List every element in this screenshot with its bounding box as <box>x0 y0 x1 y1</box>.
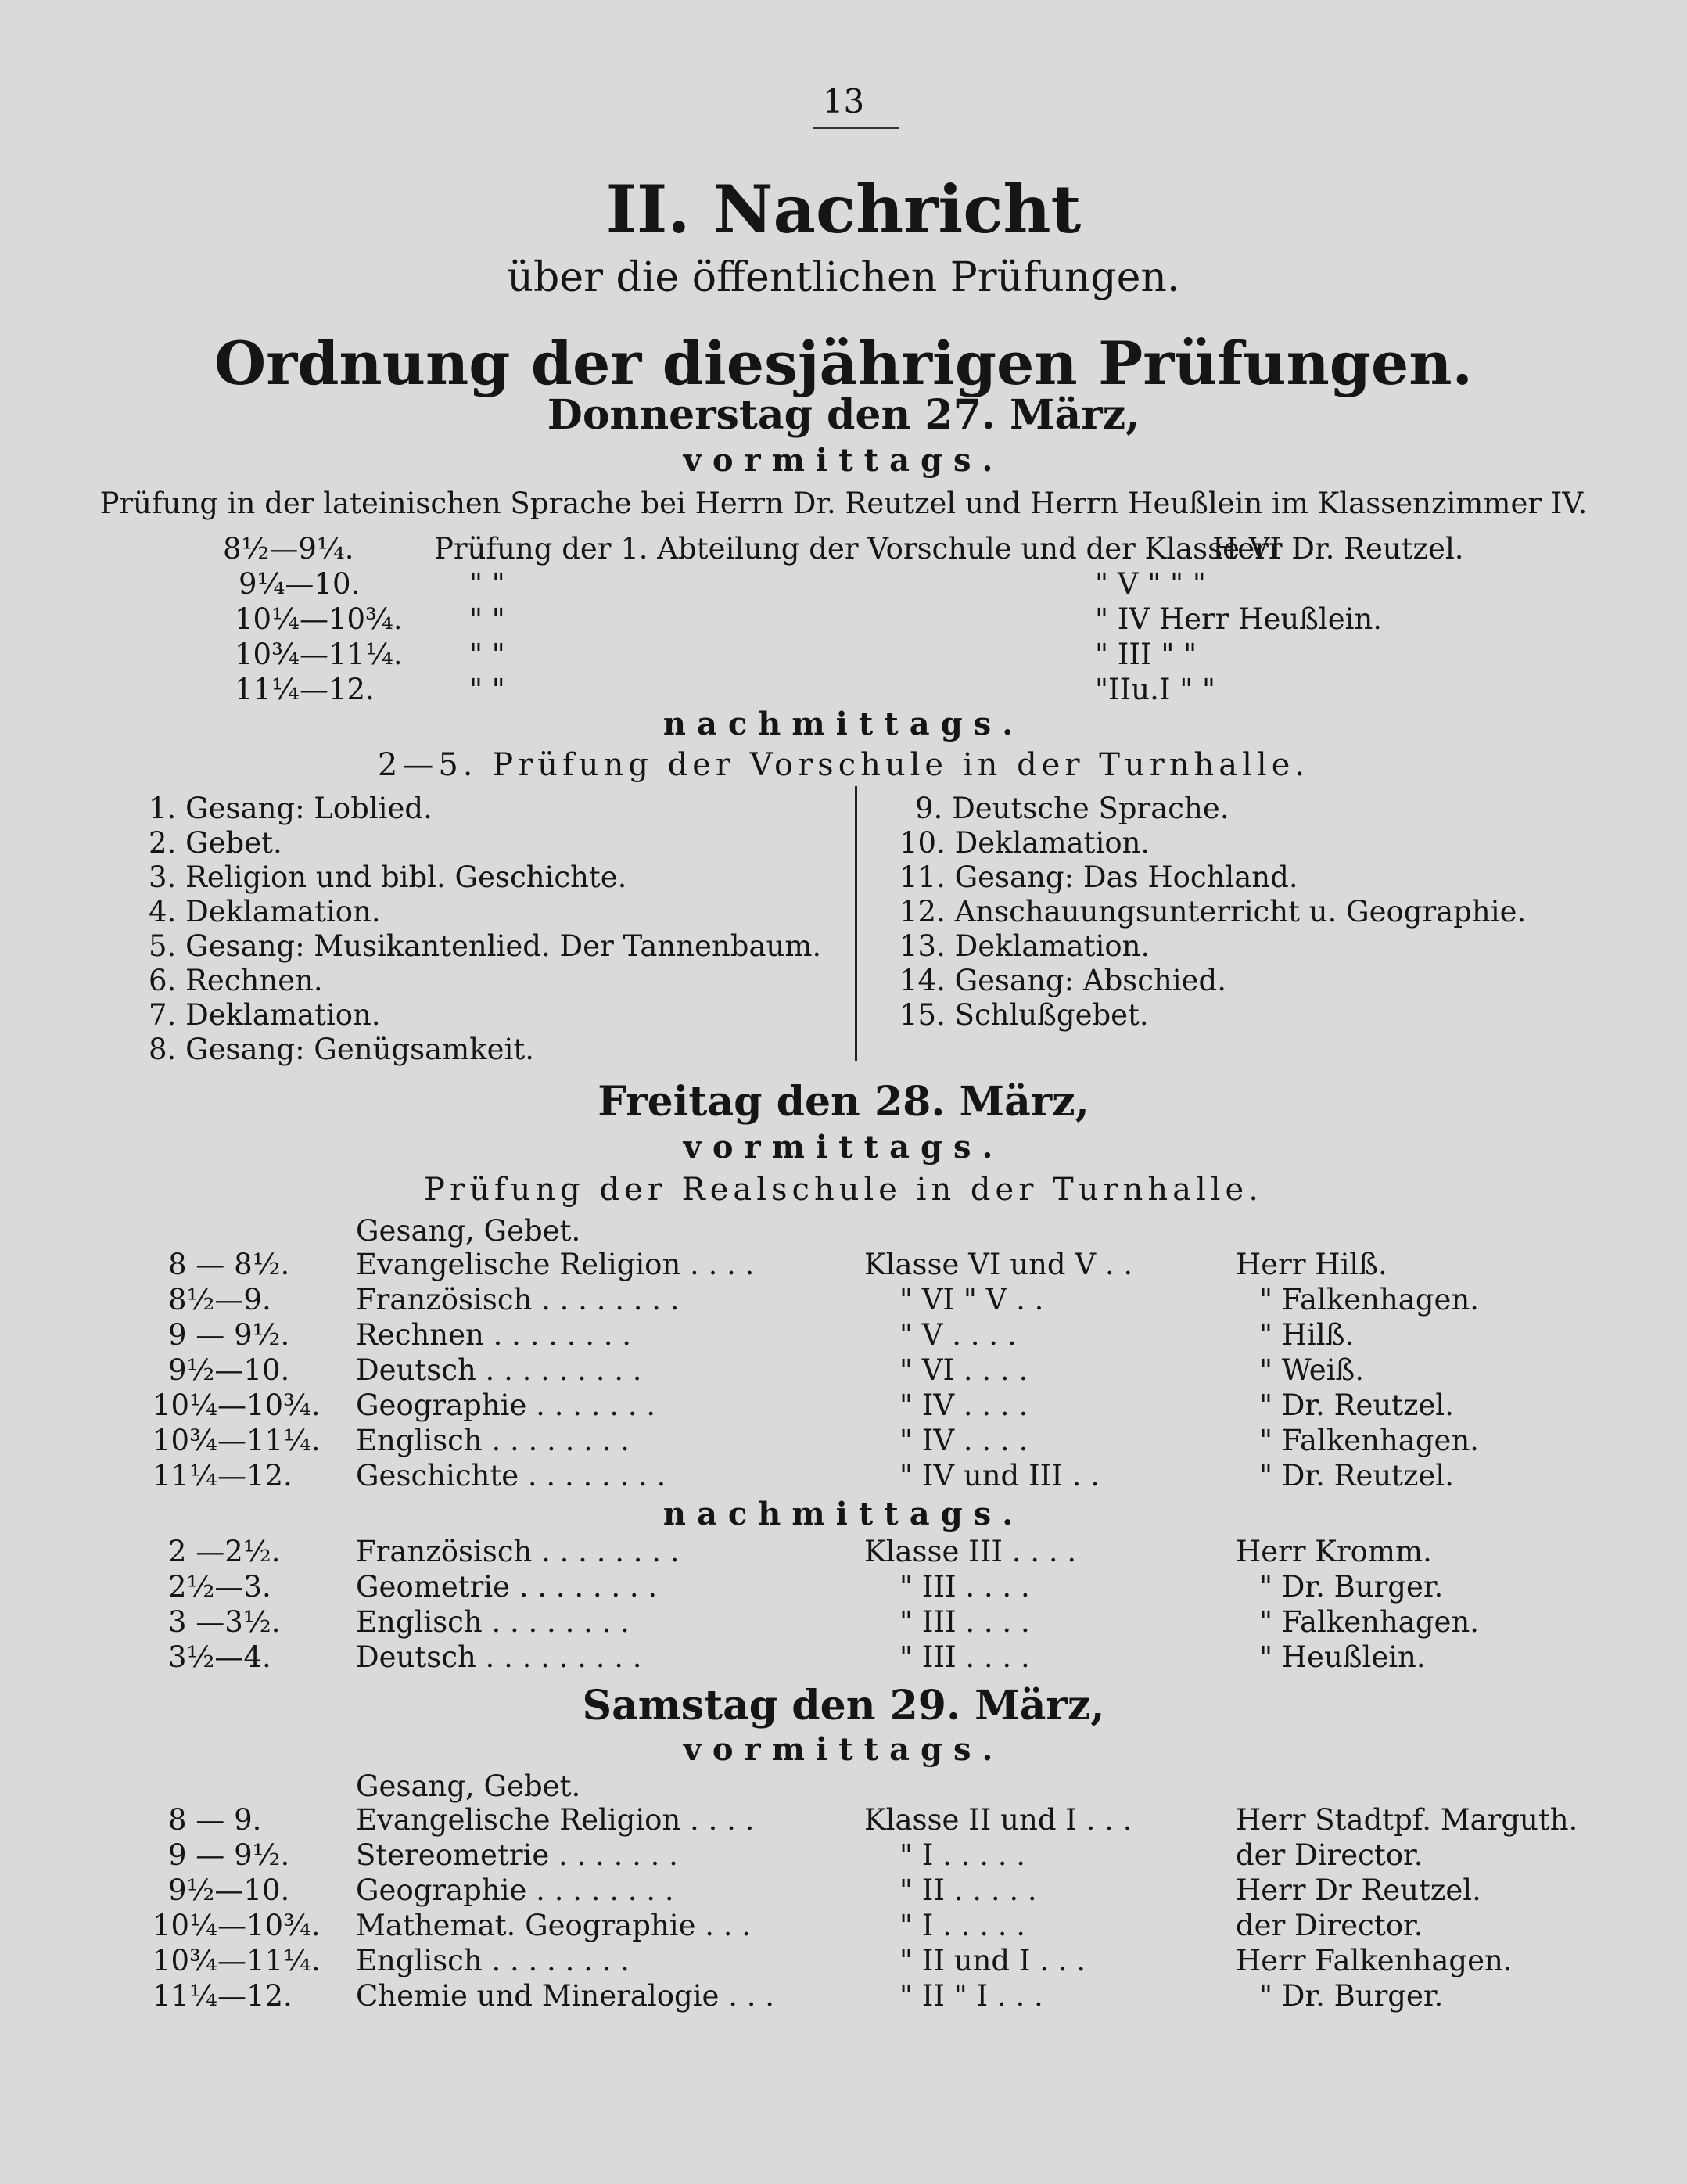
schedule-teacher: " Falkenhagen. <box>1259 1605 1480 1639</box>
schedule-time: 2½—3. <box>168 1570 271 1604</box>
program-item: 5. Gesang: Musikantenlied. Der Tannenbaum. <box>149 929 822 963</box>
schedule-subject: Französisch . . . . . . . . <box>356 1283 680 1317</box>
day1-intro: Prüfung in der lateinischen Sprache bei Herrn Dr. Reutzel und Herrn Heußlein im Klassenzimmer IV. <box>99 487 1588 520</box>
day1-afternoon-intro: 2—5. Prüfung der Vorschule in der Turnhalle. <box>377 747 1310 783</box>
program-item: 2. Gebet. <box>149 826 282 860</box>
program-item: 8. Gesang: Genügsamkeit. <box>149 1033 535 1066</box>
program-item: 7. Deklamation. <box>149 998 381 1032</box>
day1-latin-text: " " <box>469 602 505 636</box>
schedule-klasse: Klasse II und I . . . <box>864 1803 1132 1837</box>
schedule-subject: Evangelische Religion . . . . <box>356 1803 755 1837</box>
schedule-subject: Chemie und Mineralogie . . . <box>356 1979 775 2013</box>
schedule-klasse: " III . . . . <box>899 1570 1030 1604</box>
schedule-klasse: " I . . . . . <box>899 1909 1026 1942</box>
schedule-time: 9½—10. <box>168 1873 290 1907</box>
program-item: 13. Deklamation. <box>899 929 1150 963</box>
schedule-time: 10¼—10¾. <box>153 1909 321 1942</box>
day2-vormittags: vormittags. <box>683 1129 1004 1166</box>
schedule-teacher: " Dr. Burger. <box>1259 1570 1444 1604</box>
page-number: 13 <box>822 82 865 120</box>
schedule-klasse: " VI . . . . <box>899 1353 1028 1387</box>
section-heading: II. Nachricht <box>605 171 1082 248</box>
schedule-teacher: " Hilß. <box>1259 1318 1355 1352</box>
schedule-subject: Geometrie . . . . . . . . <box>356 1570 658 1604</box>
day1-latin-text: " " <box>469 567 505 601</box>
schedule-time: 10¼—10¾. <box>153 1388 321 1422</box>
day1-latin-time: 10¼—10¾. <box>235 602 403 636</box>
schedule-klasse: " II . . . . . <box>899 1873 1037 1907</box>
day1-latin-time: 11¼—12. <box>235 673 375 706</box>
program-item: 4. Deklamation. <box>149 895 381 929</box>
schedule-teacher: Herr Hilß. <box>1236 1248 1387 1281</box>
schedule-time: 11¼—12. <box>153 1459 293 1493</box>
schedule-teacher: " Weiß. <box>1259 1353 1364 1387</box>
schedule-teacher: " Dr. Burger. <box>1259 1979 1444 2013</box>
day2-gesang: Gesang, Gebet. <box>356 1214 581 1248</box>
schedule-teacher: Herr Falkenhagen. <box>1236 1944 1513 1977</box>
schedule-subject: Französisch . . . . . . . . <box>356 1535 680 1568</box>
schedule-klasse: " V . . . . <box>899 1318 1017 1352</box>
day1-latin-time: 8½—9¼. <box>223 532 354 566</box>
day1-latin-text: " " <box>469 673 505 706</box>
schedule-time: 3½—4. <box>168 1640 271 1674</box>
schedule-teacher: " Falkenhagen. <box>1259 1424 1480 1457</box>
schedule-klasse: " III . . . . <box>899 1640 1030 1674</box>
schedule-klasse: " VI " V . . <box>899 1283 1044 1317</box>
program-item: 15. Schlußgebet. <box>899 998 1149 1032</box>
schedule-time: 10¾—11¼. <box>153 1944 321 1977</box>
day1-latin-teacher: " III " " <box>1095 638 1197 671</box>
schedule-subject: Stereometrie . . . . . . . <box>356 1838 678 1872</box>
day1-latin-teacher: " V " " " <box>1095 567 1206 601</box>
schedule-time: 9½—10. <box>168 1353 290 1387</box>
day1-latin-teacher: " IV Herr Heußlein. <box>1095 602 1383 636</box>
schedule-subject: Deutsch . . . . . . . . . <box>356 1640 642 1674</box>
program-item: 12. Anschauungsunterricht u. Geographie. <box>899 895 1527 929</box>
day2-nachmittags: nachmittags. <box>662 1496 1025 1532</box>
schedule-teacher: der Director. <box>1236 1909 1423 1942</box>
day2-intro: Prüfung der Realschule in der Turnhalle. <box>424 1172 1263 1208</box>
schedule-subject: Evangelische Religion . . . . <box>356 1248 755 1281</box>
schedule-subject: Englisch . . . . . . . . <box>356 1944 630 1977</box>
page-number-rule <box>813 127 899 129</box>
schedule-time: 8½—9. <box>168 1283 271 1317</box>
day1-nachmittags: nachmittags. <box>662 706 1025 742</box>
day2-title: Freitag den 28. März, <box>598 1078 1089 1126</box>
section-subheading: über die öffentlichen Prüfungen. <box>507 254 1180 301</box>
program-divider <box>855 786 857 1061</box>
program-item: 11. Gesang: Das Hochland. <box>899 860 1298 894</box>
schedule-subject: Englisch . . . . . . . . <box>356 1424 630 1457</box>
schedule-klasse: " II und I . . . <box>899 1944 1086 1977</box>
schedule-teacher: Herr Dr Reutzel. <box>1236 1873 1481 1907</box>
day1-vormittags: vormittags. <box>683 442 1004 479</box>
day1-latin-time: 9¼—10. <box>239 567 361 601</box>
schedule-teacher: Herr Stadtpf. Marguth. <box>1236 1803 1578 1837</box>
schedule-time: 8 — 9. <box>168 1803 262 1837</box>
schedule-time: 8 — 8½. <box>168 1248 290 1281</box>
schedule-klasse: Klasse VI und V . . <box>864 1248 1133 1281</box>
schedule-time: 3 —3½. <box>168 1605 281 1639</box>
schedule-subject: Geographie . . . . . . . <box>356 1388 656 1422</box>
schedule-time: 2 —2½. <box>168 1535 281 1568</box>
program-item: 1. Gesang: Loblied. <box>149 792 433 825</box>
schedule-klasse: " IV und III . . <box>899 1459 1100 1493</box>
schedule-time: 11¼—12. <box>153 1979 293 2013</box>
schedule-teacher: " Heußlein. <box>1259 1640 1426 1674</box>
schedule-time: 10¾—11¼. <box>153 1424 321 1457</box>
program-item: 6. Rechnen. <box>149 964 323 997</box>
day1-title: Donnerstag den 27. März, <box>547 391 1140 439</box>
day1-latin-teacher: "IIu.I " " <box>1095 673 1216 706</box>
program-item: 10. Deklamation. <box>899 826 1150 860</box>
schedule-subject: Deutsch . . . . . . . . . <box>356 1353 642 1387</box>
day1-latin-text: " " <box>469 638 505 671</box>
day1-latin-teacher: Herr Dr. Reutzel. <box>1212 532 1464 566</box>
schedule-time: 9 — 9½. <box>168 1838 290 1872</box>
schedule-teacher: Herr Kromm. <box>1236 1535 1432 1568</box>
day1-latin-time: 10¾—11¼. <box>235 638 403 671</box>
main-title: Ordnung der diesjährigen Prüfungen. <box>214 329 1473 398</box>
schedule-teacher: " Dr. Reutzel. <box>1259 1388 1455 1422</box>
program-item: 9. Deutsche Sprache. <box>915 792 1229 825</box>
schedule-subject: Rechnen . . . . . . . . <box>356 1318 632 1352</box>
day3-title: Samstag den 29. März, <box>582 1682 1105 1730</box>
day1-latin-text: Prüfung der 1. Abteilung der Vorschule und der Klasse VI <box>434 532 1282 566</box>
schedule-klasse: " IV . . . . <box>899 1424 1028 1457</box>
program-item: 3. Religion und bibl. Geschichte. <box>149 860 627 894</box>
schedule-subject: Geographie . . . . . . . . <box>356 1873 674 1907</box>
schedule-klasse: " III . . . . <box>899 1605 1030 1639</box>
schedule-time: 9 — 9½. <box>168 1318 290 1352</box>
schedule-klasse: Klasse III . . . . <box>864 1535 1077 1568</box>
schedule-subject: Englisch . . . . . . . . <box>356 1605 630 1639</box>
schedule-teacher: der Director. <box>1236 1838 1423 1872</box>
schedule-subject: Mathemat. Geographie . . . <box>356 1909 752 1942</box>
schedule-teacher: " Falkenhagen. <box>1259 1283 1480 1317</box>
schedule-klasse: " IV . . . . <box>899 1388 1028 1422</box>
schedule-klasse: " I . . . . . <box>899 1838 1026 1872</box>
schedule-subject: Geschichte . . . . . . . . <box>356 1459 666 1493</box>
day3-gesang: Gesang, Gebet. <box>356 1769 581 1803</box>
program-item: 14. Gesang: Abschied. <box>899 964 1226 997</box>
schedule-teacher: " Dr. Reutzel. <box>1259 1459 1455 1493</box>
schedule-klasse: " II " I . . . <box>899 1979 1043 2013</box>
day3-vormittags: vormittags. <box>683 1731 1004 1768</box>
